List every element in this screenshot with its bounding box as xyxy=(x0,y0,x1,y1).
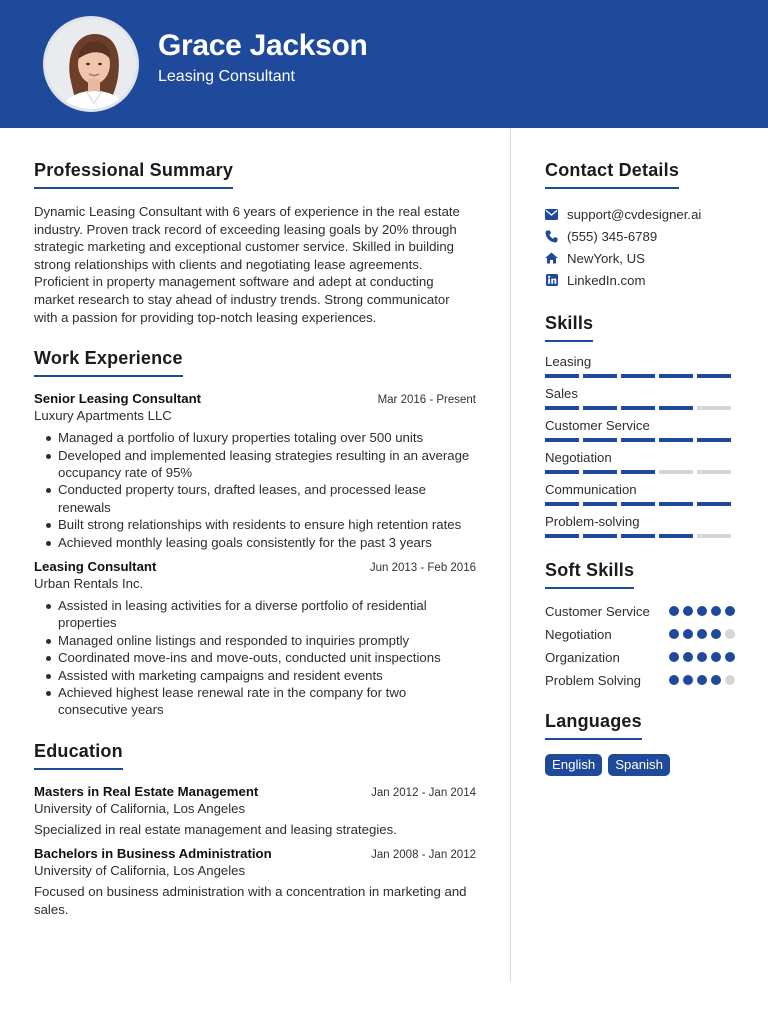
main-column xyxy=(34,160,476,940)
section-title-languages: Languages xyxy=(545,711,642,740)
rating-dot xyxy=(697,652,707,662)
profile-photo xyxy=(46,19,139,112)
envelope-icon xyxy=(545,208,558,221)
rating-dot xyxy=(697,675,707,685)
summary-section xyxy=(34,160,476,326)
skill-level-segment xyxy=(659,438,693,442)
skill-name: Sales xyxy=(545,386,578,401)
rating-dot xyxy=(683,629,693,639)
contact-phone[interactable] xyxy=(545,225,735,247)
skill-level-segment xyxy=(621,406,655,410)
soft-skill-name: Problem Solving xyxy=(545,673,642,688)
skill-level-segment xyxy=(545,534,579,538)
skill-level-segment xyxy=(659,470,693,474)
skill-name: Problem-solving xyxy=(545,514,640,529)
experience-section xyxy=(34,348,476,719)
soft-skill-item xyxy=(545,603,735,620)
rating-dot xyxy=(669,652,679,662)
skills-list xyxy=(545,354,735,538)
sidebar-column xyxy=(545,160,735,798)
job-bullet: Achieved highest lease renewal rate in the company for two consecutive years xyxy=(34,684,476,719)
degree-name: Bachelors in Business Administration xyxy=(34,846,272,862)
job-bullets xyxy=(34,429,476,551)
skill-item xyxy=(545,482,735,506)
section-title-experience: Work Experience xyxy=(34,348,183,377)
job-bullet: Built strong relationships with residents to ensure high retention rates xyxy=(34,516,476,533)
skill-level-segment xyxy=(697,406,731,410)
job-bullet: Managed a portfolio of luxury properties totaling over 500 units xyxy=(34,429,476,446)
contact-email-text: support@cvdesigner.ai xyxy=(567,206,702,222)
rating-dot xyxy=(683,652,693,662)
skill-level-bar xyxy=(545,534,735,538)
candidate-title: Leasing Consultant xyxy=(158,68,295,85)
languages-section xyxy=(545,711,735,776)
skill-level-segment xyxy=(621,502,655,506)
candidate-name: Grace Jackson xyxy=(158,29,368,62)
skill-level-segment xyxy=(583,406,617,410)
skill-level-segment xyxy=(659,502,693,506)
skill-level-segment xyxy=(621,438,655,442)
soft-skill-rating xyxy=(669,626,735,639)
skill-level-segment xyxy=(697,470,731,474)
education-entry xyxy=(34,846,476,918)
rating-dot xyxy=(725,652,735,662)
soft-skill-rating xyxy=(669,649,735,662)
section-title-skills: Skills xyxy=(545,313,593,342)
soft-skill-rating xyxy=(669,603,735,616)
skill-level-segment xyxy=(545,374,579,378)
rating-dot xyxy=(697,606,707,616)
education-section xyxy=(34,741,476,918)
skill-level-bar xyxy=(545,374,735,378)
skill-item xyxy=(545,354,735,378)
job-company: Luxury Apartments LLC xyxy=(34,408,172,424)
soft-skill-name: Organization xyxy=(545,650,620,665)
skill-name: Negotiation xyxy=(545,450,612,465)
section-title-education: Education xyxy=(34,741,123,770)
skill-level-bar xyxy=(545,502,735,506)
contact-phone-text: (555) 345-6789 xyxy=(567,228,658,244)
skill-name: Customer Service xyxy=(545,418,650,433)
skill-level-segment xyxy=(583,438,617,442)
job-bullet: Achieved monthly leasing goals consistently for the past 3 years xyxy=(34,534,476,551)
education-dates: Jan 2012 - Jan 2014 xyxy=(371,786,476,799)
section-title-contact: Contact Details xyxy=(545,160,679,189)
job-role: Senior Leasing Consultant xyxy=(34,391,202,407)
skill-level-segment xyxy=(697,438,731,442)
rating-dot xyxy=(669,606,679,616)
languages-list xyxy=(545,754,735,776)
section-title-soft-skills: Soft Skills xyxy=(545,560,634,589)
job-bullets xyxy=(34,597,476,719)
summary-text: Dynamic Leasing Consultant with 6 years of experience in the real estate industry. Proven track record of exceeding leasing goals by 20% through strategic marketing and exceptional customer service. Skilled in building strong relationships with clients and negotiating lease agreements. Proficient in property management software and adept at conducting market research to stay ahead of industry trends. Strong communicator with a passion for providing top-notch leasing experiences. xyxy=(34,204,460,325)
job-bullet: Assisted with marketing campaigns and resident events xyxy=(34,667,476,684)
job-entry xyxy=(34,559,476,719)
contact-location xyxy=(545,247,735,269)
skill-level-segment xyxy=(621,374,655,378)
avatar xyxy=(43,16,139,112)
skill-item xyxy=(545,386,735,410)
contact-section xyxy=(545,160,735,291)
rating-dot xyxy=(725,606,735,616)
job-bullet: Coordinated move-ins and move-outs, conducted unit inspections xyxy=(34,649,476,666)
soft-skill-item xyxy=(545,672,735,689)
language-badge: Spanish xyxy=(608,754,670,776)
skill-level-segment xyxy=(659,374,693,378)
contact-linkedin-text: LinkedIn.com xyxy=(567,272,646,288)
education-description: Specialized in real estate management and leasing strategies. xyxy=(34,821,397,837)
job-bullet: Assisted in leasing activities for a diverse portfolio of residential properties xyxy=(34,597,476,632)
soft-skill-item xyxy=(545,649,735,666)
soft-skill-rating xyxy=(669,672,735,685)
skill-level-segment xyxy=(697,374,731,378)
skill-level-segment xyxy=(583,534,617,538)
rating-dot xyxy=(725,675,735,685)
skill-level-segment xyxy=(583,470,617,474)
skill-level-segment xyxy=(697,502,731,506)
school-name: University of California, Los Angeles xyxy=(34,863,246,879)
soft-skill-name: Customer Service xyxy=(545,604,650,619)
job-entry xyxy=(34,391,476,551)
language-badge: English xyxy=(545,754,602,776)
contact-linkedin[interactable] xyxy=(545,269,735,291)
job-bullet: Managed online listings and responded to inquiries promptly xyxy=(34,632,476,649)
skill-name: Leasing xyxy=(545,354,592,369)
rating-dot xyxy=(683,606,693,616)
rating-dot xyxy=(711,629,721,639)
rating-dot xyxy=(711,652,721,662)
phone-icon xyxy=(545,230,558,243)
rating-dot xyxy=(711,675,721,685)
soft-skills-section xyxy=(545,560,735,689)
rating-dot xyxy=(669,675,679,685)
education-description: Focused on business administration with a concentration in marketing and sales. xyxy=(34,884,467,917)
skill-item xyxy=(545,514,735,538)
job-company: Urban Rentals Inc. xyxy=(34,576,144,591)
skill-level-bar xyxy=(545,406,735,410)
contact-location-text: NewYork, US xyxy=(567,250,645,266)
rating-dot xyxy=(669,629,679,639)
contact-email[interactable] xyxy=(545,203,735,225)
linkedin-icon xyxy=(545,274,558,287)
skill-level-segment xyxy=(545,470,579,474)
skill-level-segment xyxy=(659,406,693,410)
job-role: Leasing Consultant xyxy=(34,559,157,574)
skill-name: Communication xyxy=(545,482,637,497)
job-bullet: Developed and implemented leasing strategies resulting in an average occupancy rate of 95% xyxy=(34,447,476,482)
skill-level-segment xyxy=(545,406,579,410)
school-name: University of California, Los Angeles xyxy=(34,800,246,816)
section-title-summary: Professional Summary xyxy=(34,160,233,189)
soft-skill-name: Negotiation xyxy=(545,627,612,642)
rating-dot xyxy=(683,675,693,685)
rating-dot xyxy=(725,629,735,639)
skill-level-segment xyxy=(659,534,693,538)
rating-dot xyxy=(697,629,707,639)
rating-dot xyxy=(711,606,721,616)
skill-level-segment xyxy=(545,502,579,506)
skill-level-bar xyxy=(545,438,735,442)
job-bullet: Conducted property tours, drafted leases, and processed lease renewals xyxy=(34,481,476,516)
job-dates: Jun 2013 - Feb 2016 xyxy=(369,562,476,574)
skill-level-segment xyxy=(621,470,655,474)
skill-level-segment xyxy=(621,534,655,538)
skills-section xyxy=(545,313,735,538)
skill-level-segment xyxy=(545,438,579,442)
skill-level-bar xyxy=(545,470,735,474)
header-banner xyxy=(0,0,768,128)
soft-skills-list xyxy=(545,603,735,689)
skill-item xyxy=(545,450,735,474)
soft-skill-item xyxy=(545,626,735,643)
education-dates: Jan 2008 - Jan 2012 xyxy=(371,849,476,862)
skill-level-segment xyxy=(583,374,617,378)
skill-item xyxy=(545,418,735,442)
education-entry xyxy=(34,784,476,838)
degree-name: Masters in Real Estate Management xyxy=(34,783,259,799)
job-dates: Mar 2016 - Present xyxy=(377,394,476,407)
home-icon xyxy=(545,252,558,265)
skill-level-segment xyxy=(583,502,617,506)
skill-level-segment xyxy=(697,534,731,538)
column-divider xyxy=(510,128,511,982)
